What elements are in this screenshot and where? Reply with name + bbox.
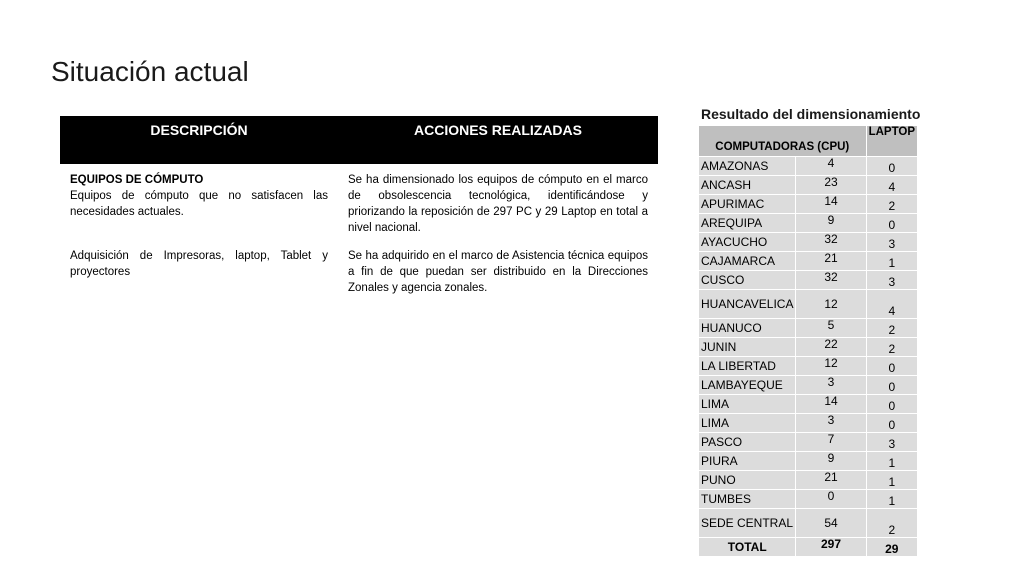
cpu-cell: 12 <box>796 357 866 376</box>
table-row <box>699 338 918 357</box>
cpu-cell: 3 <box>796 376 866 395</box>
table-row <box>699 271 918 290</box>
total-laptop: 29 <box>866 538 917 557</box>
cpu-cell: 0 <box>796 490 866 509</box>
laptop-cell: 0 <box>866 376 917 395</box>
region-cell: CAJAMARCA <box>699 252 796 271</box>
cpu-cell: 12 <box>796 290 866 319</box>
actions-table <box>60 116 658 296</box>
description-cell <box>60 236 338 296</box>
region-cell: ANCASH <box>699 176 796 195</box>
laptop-cell: 3 <box>866 233 917 252</box>
region-cell: LAMBAYEQUE <box>699 376 796 395</box>
region-cell: TUMBES <box>699 490 796 509</box>
cpu-cell: 9 <box>796 214 866 233</box>
laptop-cell: 4 <box>866 176 917 195</box>
table-row <box>60 164 658 236</box>
table-row <box>699 414 918 433</box>
action-cell: Se ha dimensionado los equipos de cómputo en el marco de obsolescencia tecnológica, identificándose y priorizando la reposición de 297 PC y 29 Laptop en total a nivel nacional. <box>348 174 648 234</box>
region-cell: SEDE CENTRAL <box>699 509 796 538</box>
table-row <box>699 452 918 471</box>
cpu-cell: 9 <box>796 452 866 471</box>
cpu-cell: 23 <box>796 176 866 195</box>
laptop-cell: 0 <box>866 357 917 376</box>
region-cell: PASCO <box>699 433 796 452</box>
table-row <box>699 233 918 252</box>
region-cell: AYACUCHO <box>699 233 796 252</box>
description-text: Adquisición de Impresoras, laptop, Tablet y proyectores <box>70 250 328 278</box>
cpu-cell: 5 <box>796 319 866 338</box>
header-descripcion: DESCRIPCIÓN <box>60 116 338 164</box>
region-cell: CUSCO <box>699 271 796 290</box>
laptop-cell: 0 <box>866 414 917 433</box>
cpu-cell: 14 <box>796 395 866 414</box>
cpu-cell: 32 <box>796 271 866 290</box>
laptop-cell: 0 <box>866 157 917 176</box>
table-row <box>699 395 918 414</box>
cpu-cell: 7 <box>796 433 866 452</box>
header-acciones: ACCIONES REALIZADAS <box>338 116 658 164</box>
cpu-cell: 22 <box>796 338 866 357</box>
cpu-cell: 4 <box>796 157 866 176</box>
cpu-cell: 21 <box>796 252 866 271</box>
table-row <box>699 176 918 195</box>
result-title: Resultado del dimensionamiento <box>701 106 921 122</box>
region-cell: AREQUIPA <box>699 214 796 233</box>
page-title: Situación actual <box>51 56 249 87</box>
region-cell: JUNIN <box>699 338 796 357</box>
header-laptop: LAPTOP <box>866 126 917 157</box>
table-row <box>699 433 918 452</box>
laptop-cell: 1 <box>866 252 917 271</box>
region-cell: LA LIBERTAD <box>699 357 796 376</box>
laptop-cell: 2 <box>866 319 917 338</box>
total-cpu: 297 <box>796 538 866 557</box>
laptop-cell: 0 <box>866 214 917 233</box>
table-row <box>699 290 918 319</box>
region-cell: LIMA <box>699 414 796 433</box>
description-text: Equipos de cómputo que no satisfacen las necesidades actuales. <box>70 190 328 218</box>
laptop-cell: 3 <box>866 433 917 452</box>
region-cell: HUANUCO <box>699 319 796 338</box>
region-cell: PUNO <box>699 471 796 490</box>
region-cell: LIMA <box>699 395 796 414</box>
laptop-cell: 4 <box>866 290 917 319</box>
table-row <box>699 490 918 509</box>
table-row <box>699 214 918 233</box>
laptop-cell: 1 <box>866 490 917 509</box>
cpu-cell: 3 <box>796 414 866 433</box>
cpu-cell: 14 <box>796 195 866 214</box>
description-cell <box>60 164 338 236</box>
table-row <box>699 471 918 490</box>
table-row <box>699 357 918 376</box>
region-cell: PIURA <box>699 452 796 471</box>
cpu-cell: 21 <box>796 471 866 490</box>
total-label: TOTAL <box>699 538 796 557</box>
result-body <box>699 157 918 557</box>
region-cell: APURIMAC <box>699 195 796 214</box>
laptop-cell: 3 <box>866 271 917 290</box>
laptop-cell: 1 <box>866 471 917 490</box>
laptop-cell: 2 <box>866 509 917 538</box>
total-row <box>699 538 918 557</box>
table-row <box>699 319 918 338</box>
region-cell: AMAZONAS <box>699 157 796 176</box>
table-row <box>699 376 918 395</box>
table-row <box>699 509 918 538</box>
result-table <box>698 125 918 557</box>
table-row <box>699 157 918 176</box>
description-heading: EQUIPOS DE CÓMPUTO <box>70 174 204 186</box>
laptop-cell: 2 <box>866 338 917 357</box>
action-cell: Se ha adquirido en el marco de Asistencia técnica equipos a fin de que puedan ser distribuido en la Direcciones Zonales y agencia zonales. <box>348 250 648 294</box>
table-row <box>60 236 658 296</box>
header-cpu: COMPUTADORAS (CPU) <box>699 126 867 157</box>
laptop-cell: 1 <box>866 452 917 471</box>
table-row <box>699 252 918 271</box>
table-row <box>699 195 918 214</box>
cpu-cell: 32 <box>796 233 866 252</box>
laptop-cell: 0 <box>866 395 917 414</box>
region-cell: HUANCAVELICA <box>699 290 796 319</box>
laptop-cell: 2 <box>866 195 917 214</box>
cpu-cell: 54 <box>796 509 866 538</box>
